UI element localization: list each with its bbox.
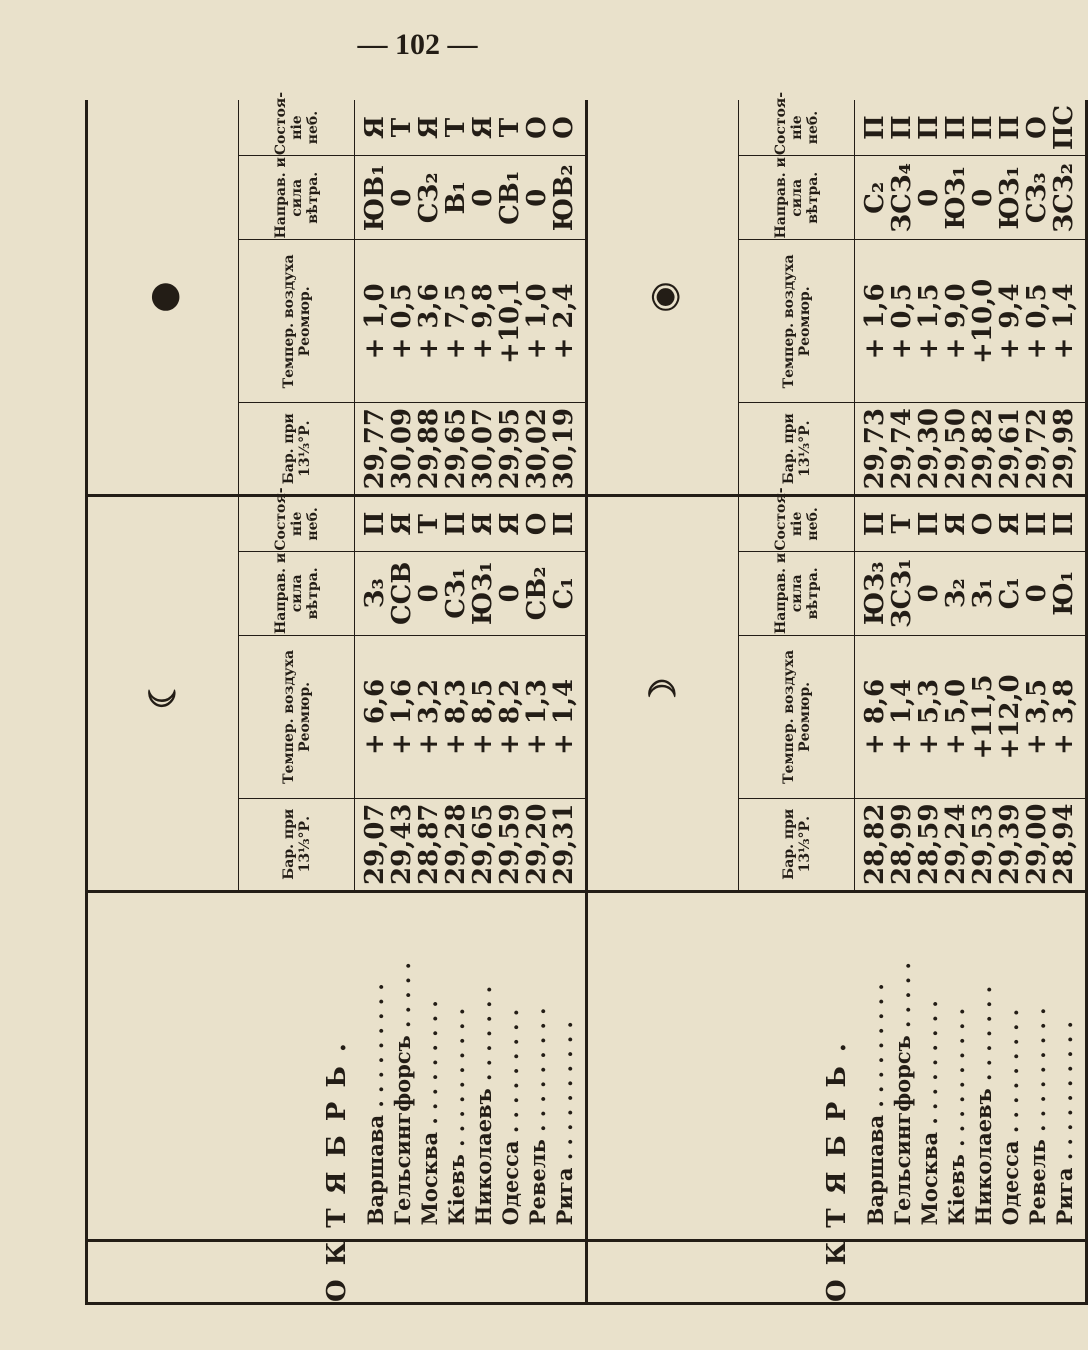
- last-quarter-moon-icon: ☾: [87, 496, 239, 892]
- column-sky: [355, 100, 587, 156]
- cell-sky: Т: [887, 514, 917, 534]
- cell-pressure: 29,39: [995, 803, 1025, 885]
- full-moon-icon: ◉: [587, 100, 739, 496]
- cell-temperature: + 0,5: [1022, 283, 1052, 360]
- station-name: Ревель . . . . . . . . .: [1024, 1007, 1050, 1226]
- station-name: Кіевъ . . . . . . . . . .: [943, 1007, 969, 1226]
- column-wind: [855, 551, 1087, 635]
- phase-row: [587, 100, 739, 1304]
- cell-pressure: 30,02: [522, 407, 552, 490]
- station-name: Москва . . . . . . . . .: [916, 1000, 942, 1226]
- cell-pressure: 28,94: [1049, 803, 1079, 885]
- cell-temperature: + 1,6: [860, 283, 890, 360]
- cell-wind: ССВ: [387, 561, 417, 626]
- cell-wind: В₁: [441, 181, 471, 215]
- cell-pressure: 29,43: [387, 803, 417, 885]
- station-name: Гельсингфорсъ . . . . .: [889, 962, 915, 1226]
- cell-sky: Я: [941, 512, 971, 536]
- station-list: [355, 891, 587, 1241]
- cell-pressure: 28,87: [414, 803, 444, 885]
- cell-pressure: 29,95: [495, 407, 525, 490]
- cell-sky: П: [1022, 511, 1052, 537]
- header-wind: Направ. и сила вѣтра.: [739, 551, 855, 635]
- stations-header: [587, 891, 855, 1241]
- new-moon-icon: ●: [87, 100, 239, 496]
- cell-wind: ЗСЗ₁: [887, 558, 917, 629]
- cell-sky: П: [941, 115, 971, 140]
- column-temperature: [355, 240, 587, 403]
- cell-pressure: 29,73: [860, 407, 890, 490]
- stations-header: [87, 891, 355, 1241]
- cell-temperature: + 7,5: [441, 283, 471, 360]
- cell-sky: О: [1022, 116, 1052, 139]
- cell-pressure: 29,88: [414, 407, 444, 490]
- cell-sky: Я: [495, 512, 525, 536]
- cell-temperature: + 3,6: [414, 283, 444, 360]
- column-pressure: [855, 403, 1087, 496]
- cell-wind: ЗСЗ₄: [887, 163, 917, 233]
- cell-sky: Т: [414, 514, 444, 534]
- header-pressure: Бар. при 13⅓°Р.: [739, 798, 855, 891]
- cell-wind: СВ₁: [495, 170, 525, 225]
- cell-wind: ЗСЗ₂: [1049, 163, 1079, 233]
- cell-temperature: + 5,0: [941, 678, 971, 755]
- station-name: Ревель . . . . . . . . .: [524, 1007, 550, 1226]
- column-sky: [355, 496, 587, 552]
- station-name: Рига . . . . . . . . . .: [551, 1021, 577, 1226]
- header-sky: Состоя-ніе неб.: [739, 496, 855, 552]
- cell-pressure: 28,59: [914, 803, 944, 885]
- weather-table: [85, 91, 1088, 1305]
- cell-temperature: + 1,0: [522, 283, 552, 360]
- cell-temperature: + 1,0: [360, 283, 390, 360]
- station-name: Николаевъ . . . . . . .: [970, 985, 996, 1226]
- cell-pressure: 29,24: [941, 803, 971, 885]
- cell-pressure: 29,00: [1022, 803, 1052, 885]
- cell-pressure: 28,82: [860, 803, 890, 885]
- cell-wind: 0: [914, 188, 944, 207]
- station-name: Москва . . . . . . . . .: [416, 1000, 442, 1226]
- cell-pressure: 29,74: [887, 407, 917, 490]
- cell-sky: П: [914, 511, 944, 537]
- cell-pressure: 29,98: [1049, 407, 1079, 490]
- data-row: [855, 100, 1087, 1304]
- cell-temperature: + 1,6: [387, 678, 417, 755]
- cell-wind: ЮЗ₁: [995, 166, 1025, 230]
- month-label: ОКТЯБРЬ.: [587, 1241, 1087, 1304]
- column-sky: [855, 496, 1087, 552]
- cell-sky: П: [887, 115, 917, 140]
- cell-sky: П: [968, 115, 998, 140]
- cell-sky: П: [549, 511, 579, 537]
- station-name: Рига . . . . . . . . . .: [1051, 1021, 1077, 1226]
- cell-pressure: 29,65: [441, 407, 471, 490]
- header-temperature: Темпер. воздуха Реомюр.: [739, 240, 855, 403]
- first-quarter-moon-icon: ☽: [587, 496, 739, 892]
- cell-temperature: + 3,2: [414, 678, 444, 755]
- cell-temperature: + 8,3: [441, 678, 471, 755]
- column-temperature: [855, 636, 1087, 799]
- cell-temperature: + 3,8: [1049, 678, 1079, 755]
- cell-pressure: 29,72: [1022, 407, 1052, 490]
- cell-wind: З₃: [360, 578, 390, 609]
- header-sky: Состоя-ніе неб.: [239, 100, 355, 156]
- cell-wind: СЗ₃: [1022, 172, 1052, 224]
- column-temperature: [855, 240, 1087, 403]
- cell-temperature: + 8,6: [860, 678, 890, 755]
- cell-sky: Я: [468, 116, 498, 140]
- cell-sky: О: [522, 116, 552, 139]
- cell-temperature: +10,1: [495, 278, 525, 364]
- cell-temperature: + 9,0: [941, 283, 971, 360]
- cell-wind: 0: [914, 584, 944, 603]
- cell-wind: 0: [387, 188, 417, 207]
- cell-temperature: + 1,4: [549, 678, 579, 755]
- cell-sky: Я: [360, 116, 390, 140]
- cell-pressure: 29,61: [995, 407, 1025, 490]
- cell-pressure: 30,09: [387, 407, 417, 490]
- header-temperature: Темпер. воздуха Реомюр.: [739, 636, 855, 799]
- cell-wind: С₂: [860, 181, 890, 214]
- header-wind: Направ. и сила вѣтра.: [239, 551, 355, 635]
- station-name: Варшава . . . . . . . . .: [862, 983, 888, 1226]
- cell-temperature: +11,5: [968, 674, 998, 760]
- cell-wind: ЮВ₂: [549, 164, 579, 232]
- cell-wind: ЮЗ₁: [468, 561, 498, 626]
- cell-sky: Я: [468, 512, 498, 536]
- cell-wind: З₂: [941, 578, 971, 609]
- header-sky: Состоя-ніе неб.: [239, 496, 355, 552]
- column-wind: [855, 156, 1087, 240]
- cell-pressure: 30,07: [468, 407, 498, 490]
- column-wind: [355, 551, 587, 635]
- cell-sky: П: [441, 511, 471, 537]
- station-name: Кіевъ . . . . . . . . . .: [443, 1007, 469, 1226]
- station-name: Варшава . . . . . . . . .: [362, 983, 388, 1226]
- cell-temperature: + 5,3: [914, 678, 944, 755]
- cell-temperature: +10,0: [968, 278, 998, 364]
- cell-sky: Т: [441, 117, 471, 138]
- cell-sky: П: [360, 511, 390, 537]
- header-temperature: Темпер. воздуха Реомюр.: [239, 240, 355, 403]
- cell-pressure: 29,07: [360, 803, 390, 885]
- cell-pressure: 29,30: [914, 407, 944, 490]
- rotated-weather-table: [85, 91, 1079, 1305]
- cell-temperature: +12,0: [995, 674, 1025, 760]
- cell-wind: ЮЗ₁: [941, 166, 971, 230]
- station-name: Одесса . . . . . . . . .: [497, 1008, 523, 1226]
- cell-sky: О: [968, 512, 998, 536]
- cell-pressure: 29,53: [968, 803, 998, 885]
- column-pressure: [855, 798, 1087, 891]
- cell-sky: Я: [387, 512, 417, 536]
- cell-sky: П: [995, 115, 1025, 140]
- cell-sky: Я: [414, 116, 444, 140]
- cell-pressure: 29,50: [941, 407, 971, 490]
- cell-temperature: + 0,5: [387, 283, 417, 360]
- cell-wind: 0: [968, 188, 998, 207]
- cell-wind: С₁: [995, 577, 1025, 610]
- cell-temperature: + 9,8: [468, 283, 498, 360]
- cell-pressure: 29,59: [495, 803, 525, 885]
- month-label: ОКТЯБРЬ.: [87, 1241, 587, 1304]
- cell-sky: Т: [495, 117, 525, 138]
- cell-sky: П: [1049, 511, 1079, 537]
- cell-wind: ЮВ₁: [360, 164, 390, 232]
- cell-sky: П: [860, 115, 890, 140]
- cell-pressure: 30,19: [549, 407, 579, 490]
- cell-sky: О: [549, 116, 579, 139]
- cell-wind: 0: [414, 584, 444, 603]
- cell-sky: П: [860, 511, 890, 537]
- header-wind: Направ. и сила вѣтра.: [739, 156, 855, 240]
- cell-pressure: 29,28: [441, 803, 471, 885]
- cell-sky: П: [914, 115, 944, 140]
- page-number: — 102 —: [357, 28, 478, 61]
- cell-pressure: 29,20: [522, 803, 552, 885]
- cell-sky: ПС: [1049, 104, 1079, 151]
- cell-temperature: + 2,4: [549, 283, 579, 360]
- column-temperature: [355, 636, 587, 799]
- station-list: [855, 891, 1087, 1241]
- cell-wind: С₁: [549, 577, 579, 610]
- cell-sky: Т: [387, 117, 417, 138]
- cell-temperature: + 0,5: [887, 283, 917, 360]
- cell-sky: О: [522, 512, 552, 536]
- header-pressure: Бар. при 13⅓°Р.: [239, 798, 355, 891]
- cell-wind: 0: [468, 188, 498, 207]
- cell-sky: Я: [995, 512, 1025, 536]
- cell-wind: 0: [1022, 584, 1052, 603]
- cell-temperature: + 8,2: [495, 678, 525, 755]
- header-sky: Состоя-ніе неб.: [739, 100, 855, 156]
- cell-wind: Ю₁: [1049, 570, 1079, 616]
- cell-pressure: 29,65: [468, 803, 498, 885]
- phase-row: [87, 100, 239, 1304]
- column-pressure: [355, 403, 587, 496]
- cell-temperature: + 9,4: [995, 283, 1025, 360]
- cell-temperature: + 6,6: [360, 678, 390, 755]
- cell-wind: ЮЗ₃: [860, 561, 890, 626]
- header-wind: Направ. и сила вѣтра.: [239, 156, 355, 240]
- cell-wind: З₁: [968, 578, 998, 609]
- station-name: Одесса . . . . . . . . .: [997, 1008, 1023, 1226]
- cell-wind: СЗ₂: [414, 172, 444, 224]
- cell-wind: 0: [522, 188, 552, 207]
- cell-temperature: + 1,3: [522, 678, 552, 755]
- station-name: Николаевъ . . . . . . .: [470, 985, 496, 1226]
- column-sky: [855, 100, 1087, 156]
- column-pressure: [355, 798, 587, 891]
- cell-pressure: 29,31: [549, 803, 579, 885]
- header-pressure: Бар. при 13⅓°Р.: [739, 403, 855, 496]
- column-wind: [355, 156, 587, 240]
- cell-temperature: + 1,5: [914, 283, 944, 360]
- cell-temperature: + 8,5: [468, 678, 498, 755]
- cell-pressure: 28,99: [887, 803, 917, 885]
- station-name: Гельсингфорсъ . . . . .: [389, 962, 415, 1226]
- cell-temperature: + 1,4: [887, 678, 917, 755]
- header-temperature: Темпер. воздуха Реомюр.: [239, 636, 355, 799]
- header-pressure: Бар. при 13⅓°Р.: [239, 403, 355, 496]
- cell-wind: СВ₂: [522, 566, 552, 621]
- cell-temperature: + 3,5: [1022, 678, 1052, 755]
- cell-temperature: + 1,4: [1049, 283, 1079, 360]
- data-row: [355, 100, 587, 1304]
- cell-wind: СЗ₁: [441, 567, 471, 619]
- cell-pressure: 29,82: [968, 407, 998, 490]
- cell-wind: 0: [495, 584, 525, 603]
- cell-pressure: 29,77: [360, 407, 390, 490]
